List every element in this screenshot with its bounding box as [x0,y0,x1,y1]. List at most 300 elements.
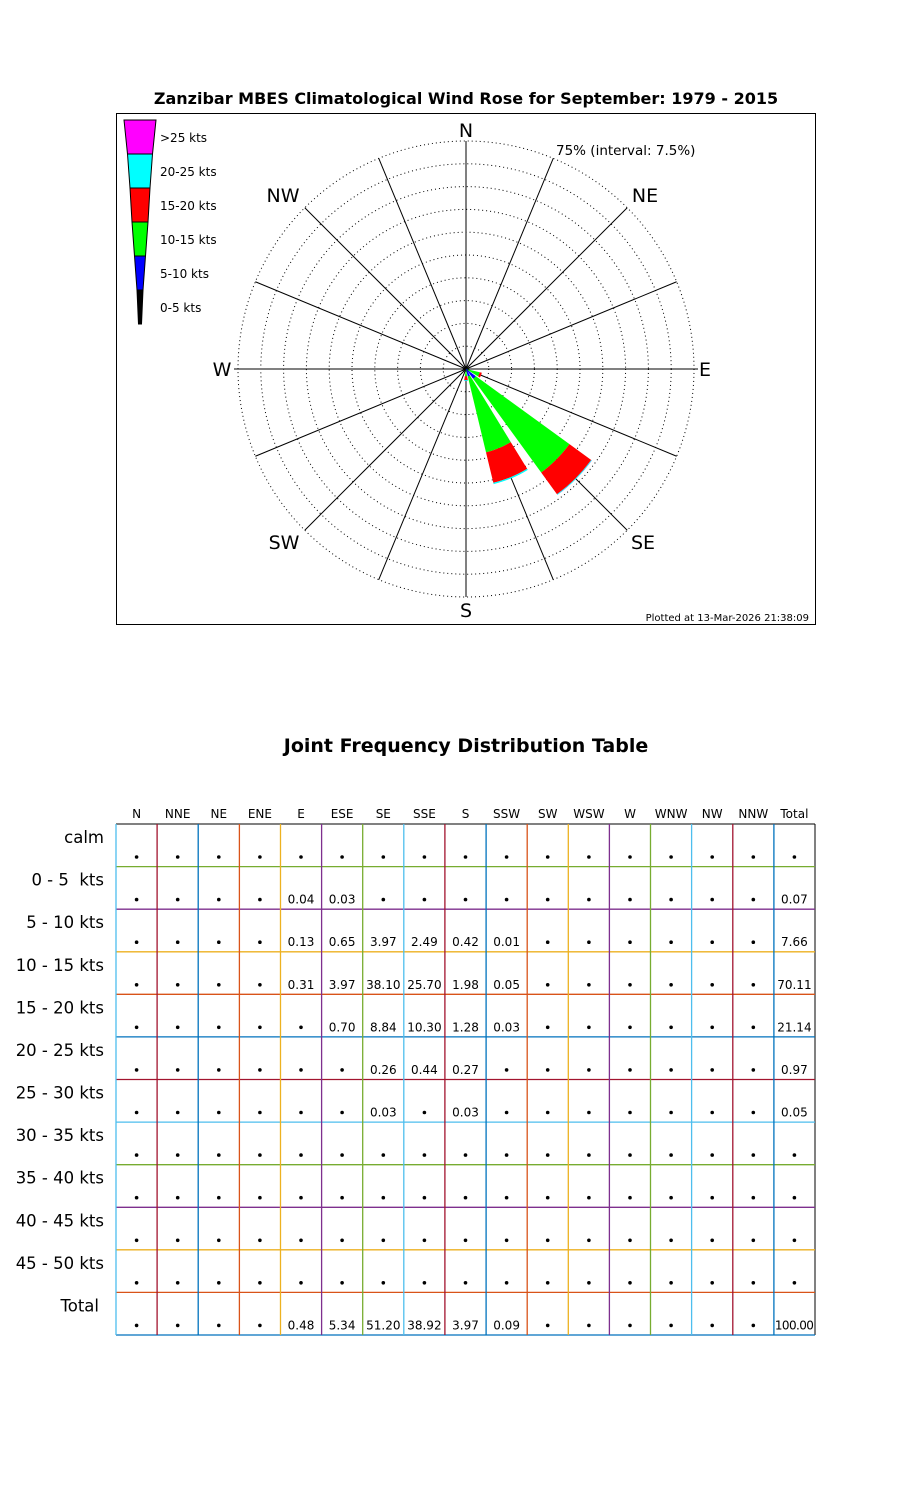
table-cell-placeholder: • [383,1243,384,1245]
table-cell-empty-dot [464,1196,468,1200]
table-cell-placeholder: • [383,1158,384,1160]
table-cell-placeholder: • [753,987,754,989]
table-cell-placeholder: • [588,1243,590,1245]
table-cell-empty-dot [505,1239,509,1243]
table-cell-placeholder: • [712,945,713,947]
table-cell-placeholder: • [424,1200,425,1202]
table-cell-empty-dot [669,1068,673,1072]
table-cell-placeholder: • [259,945,261,947]
table-cell-empty-dot [340,1281,344,1285]
table-cell-empty-dot [423,1196,427,1200]
table-cell-placeholder: • [259,1328,261,1330]
row-label: 5 - 10 kts [26,913,104,933]
table-cell-placeholder: • [177,902,179,904]
table-cell-value: 0.05 [781,1105,808,1120]
table-cell-empty-dot [299,1026,303,1030]
table-cell-placeholder: • [136,1115,138,1117]
table-cell-empty-dot [176,855,180,859]
table-cell-placeholder: • [301,1243,302,1245]
table-cell-empty-dot [587,855,591,859]
table-cell-placeholder: • [342,1285,343,1287]
table-cell-placeholder: • [671,945,672,947]
row-label: 25 - 30 kts [15,1083,104,1103]
table-cell-empty-dot [793,1153,797,1160]
table-cell-placeholder: • [465,1200,467,1202]
table-cell-empty-dot [587,1068,591,1072]
table-cell-value: 7.66 [781,935,808,950]
table-cell-empty-dot [382,1196,386,1200]
table-cell-placeholder: • [588,987,590,989]
table-cell-value: 0.05 [493,977,520,992]
column-header-ese: ESE [330,807,354,821]
table-cell-placeholder: • [547,1200,549,1202]
table-cell-placeholder: • [547,902,549,904]
table-cell-placeholder: • [712,1243,713,1245]
table-cell-empty-dot [217,898,221,902]
table-cell-value: 8.84 [369,1020,397,1035]
table-cell-placeholder: • [588,1072,590,1074]
table-cell-placeholder: • [630,1115,631,1117]
column-header-ssw: SSW [493,807,521,821]
table-cell-empty-dot [135,940,139,947]
table-cell-empty-dot [752,898,756,902]
table-cell-placeholder: • [136,902,138,904]
table-cell-empty-dot [587,1111,591,1115]
table-cell-empty-dot [752,1239,756,1243]
table-cell-placeholder: • [177,860,179,861]
table-cell-empty-dot [176,1324,180,1328]
table-cell-empty-dot [669,1239,673,1243]
table-cell-empty-dot [752,1324,756,1328]
table-cell-empty-dot [710,940,714,947]
table-cell-placeholder: • [630,1243,631,1245]
column-header-ne: NE [210,807,228,821]
table-cell-empty-dot [546,1281,550,1285]
table-cell-placeholder: • [630,860,631,861]
table-cell-placeholder: • [547,987,549,989]
table-cell-empty-dot [258,983,262,987]
table-cell-empty-dot [587,1196,591,1200]
table-cell-empty-dot [423,855,427,859]
table-cell-placeholder: • [671,1115,672,1117]
table-cell-empty-dot [628,1068,632,1072]
table-cell-placeholder: • [218,1030,220,1032]
table-cell-placeholder: • [301,1285,302,1287]
table-cell-empty-dot [135,1111,139,1115]
table-cell-placeholder: • [547,1243,549,1245]
table-cell-empty-dot [135,898,139,902]
table-cell-placeholder: • [136,945,138,947]
column-header-sw: SW [537,807,558,821]
column-header-nnw: NNW [738,807,769,821]
table-cell-value: 0.26 [369,1062,397,1077]
table-cell-value: 0.09 [493,1318,520,1333]
table-cell-empty-dot [793,1239,797,1243]
table-cell-placeholder: • [712,1115,713,1117]
table-cell-placeholder: • [547,1328,549,1330]
table-cell-placeholder: • [342,1158,343,1160]
table-cell-empty-dot [546,1026,550,1030]
table-cell-placeholder: • [177,945,179,947]
table-cell-placeholder: • [547,1115,549,1117]
table-cell-empty-dot [546,1196,550,1200]
table-cell-placeholder: • [424,860,425,861]
column-header-nw: NW [701,807,723,821]
table-cell-placeholder: • [301,1030,302,1032]
table-cell-empty-dot [340,1196,344,1200]
table-cell-placeholder: • [342,1072,343,1074]
table-cell-placeholder: • [712,1158,713,1160]
table-cell-empty-dot [669,1196,673,1200]
table-cell-placeholder: • [218,1243,220,1245]
table-cell-placeholder: • [630,987,631,989]
table-cell-empty-dot [505,1068,509,1072]
table-cell-placeholder: • [794,1243,795,1245]
table-cell-placeholder: • [218,1328,220,1330]
table-cell-placeholder: • [424,1158,425,1160]
table-cell-placeholder: • [506,902,508,904]
table-cell-placeholder: • [630,1328,631,1330]
table-cell-empty-dot [135,1239,139,1243]
table-cell-value: 0.65 [328,935,356,950]
table-cell-placeholder: • [136,1200,138,1202]
table-cell-empty-dot [423,1281,427,1285]
row-label: 15 - 20 kts [15,998,104,1018]
table-cell-empty-dot [258,1111,262,1115]
table-cell-placeholder: • [671,902,672,904]
table-cell-empty-dot [299,1111,303,1115]
table-cell-placeholder: • [794,860,795,861]
table-cell-placeholder: • [177,1158,179,1160]
table-cell-empty-dot [546,940,550,947]
table-cell-placeholder: • [218,987,220,989]
column-header-se: SE [375,807,391,821]
table-cell-value: 0.27 [452,1062,479,1077]
table-cell-placeholder: • [218,1158,220,1160]
table-cell-placeholder: • [588,860,590,861]
table-cell-placeholder: • [342,1200,343,1202]
table-cell-empty-dot [217,855,221,859]
table-cell-placeholder: • [712,1285,713,1287]
table-cell-empty-dot [176,983,180,987]
table-cell-placeholder: • [630,1158,631,1160]
table-cell-placeholder: • [630,1030,631,1032]
direction-label-se: SE [630,532,656,554]
table-cell-empty-dot [340,1239,344,1243]
table-cell-value: 0.31 [287,977,315,992]
table-cell-placeholder: • [177,1115,179,1117]
table-cell-placeholder: • [177,1243,179,1245]
table-cell-empty-dot [710,1281,714,1285]
table-cell-placeholder: • [712,860,713,861]
table-cell-placeholder: • [588,902,590,904]
table-cell-placeholder: • [588,1200,590,1202]
table-cell-value: 0.13 [287,935,315,950]
table-cell-placeholder: • [671,987,672,989]
table-cell-placeholder: • [671,1328,672,1330]
table-cell-empty-dot [793,855,797,859]
table-cell-empty-dot [217,1239,221,1243]
table-cell-empty-dot [217,1068,221,1072]
table-cell-placeholder: • [630,1200,631,1202]
table-cell-empty-dot [423,1153,427,1160]
table-cell-placeholder: • [588,1285,590,1287]
table-cell-placeholder: • [259,1030,261,1032]
table-cell-empty-dot [423,1111,427,1115]
direction-label-e: E [698,359,712,381]
table-cell-placeholder: • [218,902,220,904]
table-cell-value: 38.10 [366,977,401,992]
direction-label-s: S [459,600,473,622]
table-cell-empty-dot [135,1196,139,1200]
table-cell-empty-dot [710,1239,714,1243]
table-cell-empty-dot [669,983,673,987]
table-cell-empty-dot [135,1324,139,1328]
legend-label: 0-5 kts [160,301,202,315]
direction-label-w: W [212,359,232,381]
table-cell-placeholder: • [136,860,138,861]
table-cell-empty-dot [669,1324,673,1328]
table-cell-empty-dot [258,898,262,902]
column-header-nne: NNE [164,807,191,821]
table-cell-empty-dot [464,1281,468,1285]
table-cell-value: 5.34 [328,1318,356,1333]
row-label: 35 - 40 kts [15,1168,104,1188]
table-cell-empty-dot [710,1324,714,1328]
table-cell-empty-dot [176,940,180,947]
table-cell-empty-dot [752,1026,756,1030]
table-cell-empty-dot [546,1324,550,1328]
table-cell-empty-dot [299,1068,303,1072]
direction-label-ne: NE [631,185,659,207]
table-cell-empty-dot [587,983,591,987]
table-cell-placeholder: • [136,1158,138,1160]
table-cell-placeholder: • [753,860,754,861]
table-cell-placeholder: • [218,1115,220,1117]
table-cell-placeholder: • [753,1030,754,1032]
table-cell-empty-dot [628,855,632,859]
table-cell-placeholder: • [259,1072,261,1074]
table-cell-empty-dot [628,983,632,987]
table-cell-empty-dot [628,1239,632,1243]
table-cell-empty-dot [710,1111,714,1115]
table-cell-placeholder: • [177,1285,179,1287]
table-cell-empty-dot [340,1068,344,1072]
table-cell-placeholder: • [753,1115,754,1117]
table-cell-placeholder: • [547,1030,549,1032]
table-cell-placeholder: • [506,1072,508,1074]
table-cell-placeholder: • [753,1285,754,1287]
row-label: 20 - 25 kts [15,1040,104,1060]
table-cell-placeholder: • [424,1285,425,1287]
table-cell-empty-dot [135,983,139,987]
table-cell-value: 51.20 [366,1318,401,1333]
table-cell-placeholder: • [712,1072,713,1074]
table-cell-empty-dot [176,1196,180,1200]
table-cell-empty-dot [628,1111,632,1115]
table-cell-placeholder: • [506,1200,508,1202]
table-cell-placeholder: • [342,1243,343,1245]
direction-label-sw: SW [268,532,300,554]
table-cell-placeholder: • [342,860,343,861]
table-cell-placeholder: • [671,1200,672,1202]
table-cell-empty-dot [423,898,427,902]
column-header-s: S [461,807,470,821]
table-cell-placeholder: • [301,1158,302,1160]
row-label: 10 - 15 kts [15,955,104,975]
table-cell-empty-dot [340,1153,344,1160]
table-cell-value: 100.00 [774,1318,814,1333]
table-cell-placeholder: • [671,1158,672,1160]
table-cell-empty-dot [752,983,756,987]
table-cell-value: 3.97 [452,1318,479,1333]
table-cell-placeholder: • [547,1158,549,1160]
table-cell-empty-dot [710,983,714,987]
legend-label: >25 kts [160,131,208,145]
table-cell-value: 0.03 [369,1105,397,1120]
table-cell-placeholder: • [506,860,508,861]
table-cell-value: 0.48 [287,1318,315,1333]
column-header-e: E [297,807,305,821]
table-cell-placeholder: • [547,860,549,861]
table-cell-placeholder: • [753,945,754,947]
table-cell-empty-dot [628,1281,632,1285]
table-cell-placeholder: • [259,1285,261,1287]
table-cell-placeholder: • [301,860,302,861]
table-cell-placeholder: • [630,945,631,947]
table-cell-empty-dot [464,855,468,859]
table-cell-value: 10.30 [407,1020,442,1035]
table-cell-value: 25.70 [407,977,442,992]
legend-label: 15-20 kts [160,199,217,213]
table-cell-placeholder: • [177,1072,179,1074]
table-cell-empty-dot [546,855,550,859]
table-cell-empty-dot [628,1026,632,1030]
row-label: 30 - 35 kts [15,1126,104,1146]
table-cell-value: 3.97 [328,977,356,992]
row-label: 40 - 45 kts [15,1211,104,1231]
row-label: 45 - 50 kts [15,1253,104,1273]
table-cell-placeholder: • [218,945,220,947]
table-cell-empty-dot [176,1026,180,1030]
table-cell-empty-dot [546,1068,550,1072]
table-cell-empty-dot [258,1026,262,1030]
table-cell-value: 0.01 [493,935,520,950]
column-header-n: N [132,807,142,821]
table-cell-placeholder: • [136,1328,138,1330]
table-cell-empty-dot [176,1239,180,1243]
table-cell-empty-dot [669,1281,673,1285]
table-cell-value: 0.03 [452,1105,479,1120]
table-cell-placeholder: • [547,1072,549,1074]
table-cell-placeholder: • [301,1115,302,1117]
table-cell-placeholder: • [177,1328,179,1330]
table-cell-empty-dot [217,1324,221,1328]
table-cell-empty-dot [546,983,550,987]
table-cell-empty-dot [258,1239,262,1243]
table-cell-empty-dot [628,1324,632,1328]
table-cell-empty-dot [176,898,180,902]
table-cell-empty-dot [382,1281,386,1285]
table-cell-empty-dot [669,940,673,947]
table-title: Joint Frequency Distribution Table [283,735,649,757]
table-cell-empty-dot [587,1153,591,1160]
table-cell-empty-dot [752,1281,756,1285]
table-cell-placeholder: • [342,1115,343,1117]
table-cell-placeholder: • [301,1200,302,1202]
table-cell-placeholder: • [218,1285,220,1287]
table-cell-placeholder: • [671,1072,672,1074]
table-cell-placeholder: • [259,1158,261,1160]
table-cell-empty-dot [546,1239,550,1243]
table-cell-value: 3.97 [369,935,397,950]
table-cell-empty-dot [135,1281,139,1285]
table-cell-placeholder: • [712,1200,713,1202]
table-cell-placeholder: • [383,902,384,904]
table-cell-empty-dot [505,1196,509,1200]
table-cell-empty-dot [628,940,632,947]
table-cell-value: 0.44 [411,1062,438,1077]
table-cell-empty-dot [217,940,221,947]
table-cell-empty-dot [299,1196,303,1200]
row-label: 0 - 5 kts [31,870,104,890]
table-cell-empty-dot [258,1281,262,1285]
table-cell-empty-dot [505,898,509,902]
row-label: Total [60,1296,99,1316]
column-header-wsw: WSW [573,807,605,821]
table-cell-empty-dot [752,1068,756,1072]
table-cell-placeholder: • [259,1115,261,1117]
table-cell-empty-dot [464,898,468,902]
table-cell-placeholder: • [506,1158,508,1160]
table-cell-placeholder: • [588,1030,590,1032]
table-cell-empty-dot [628,1153,632,1160]
table-cell-placeholder: • [136,1285,138,1287]
table-cell-placeholder: • [671,860,672,861]
table-cell-value: 0.03 [493,1020,520,1035]
table-cell-placeholder: • [712,902,713,904]
table-cell-value: 2.49 [411,935,438,950]
table-cell-value: 0.70 [328,1020,356,1035]
legend-label: 20-25 kts [160,165,217,179]
column-header-sse: SSE [412,807,436,821]
table-cell-value: 21.14 [777,1020,812,1035]
table-cell-placeholder: • [506,1243,508,1245]
table-cell-empty-dot [546,1153,550,1160]
chart-title: Zanzibar MBES Climatological Wind Rose for September: 1979 - 2015 [153,89,779,108]
table-cell-placeholder: • [753,1200,754,1202]
table-cell-empty-dot [587,1324,591,1328]
table-cell-empty-dot [217,1281,221,1285]
table-cell-empty-dot [628,1196,632,1200]
row-label: calm [64,828,104,847]
table-cell-empty-dot [258,1068,262,1072]
table-cell-placeholder: • [588,1115,590,1117]
table-cell-empty-dot [710,1196,714,1200]
table-cell-placeholder: • [753,1158,754,1160]
table-cell-empty-dot [217,1196,221,1200]
table-cell-empty-dot [423,1239,427,1243]
table-cell-value: 70.11 [777,977,812,992]
table-cell-empty-dot [793,1196,797,1200]
table-cell-placeholder: • [547,1285,549,1287]
table-cell-placeholder: • [671,1285,672,1287]
table-cell-placeholder: • [630,902,631,904]
table-cell-empty-dot [752,1196,756,1200]
table-cell-value: 1.28 [452,1020,479,1035]
table-cell-placeholder: • [753,1328,754,1330]
table-cell-empty-dot [505,855,509,859]
